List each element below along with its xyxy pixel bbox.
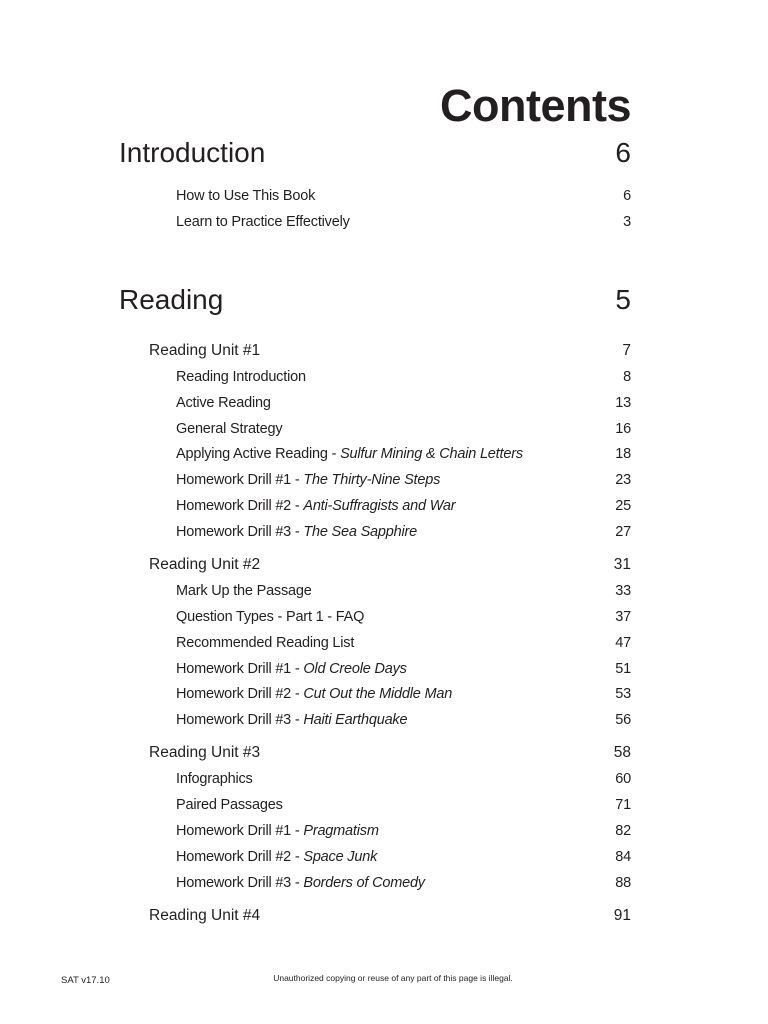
toc-item[interactable]: [176, 847, 631, 867]
toc-item-label: Infographics: [176, 771, 253, 787]
toc-item-title-italic: Old Creole Days: [303, 661, 407, 677]
toc-item-label: Mark Up the Passage: [176, 583, 312, 599]
toc-unit-title: Reading Unit #1: [149, 342, 261, 359]
toc-unit-page: 91: [613, 907, 631, 924]
toc-item-page: 60: [615, 771, 631, 787]
toc-item-page: 13: [615, 395, 631, 411]
toc-unit-title: Reading Unit #4: [149, 907, 261, 924]
toc-item[interactable]: [176, 581, 631, 601]
toc-item[interactable]: [176, 212, 631, 232]
toc-unit-page: 58: [613, 744, 631, 761]
toc-item-label: Homework Drill #1 -: [176, 472, 304, 488]
toc-unit[interactable]: [149, 341, 631, 361]
toc-item-title-italic: The Sea Sapphire: [303, 524, 418, 540]
toc-item[interactable]: [176, 684, 631, 704]
toc-item[interactable]: [176, 795, 631, 815]
toc-item-label: Paired Passages: [176, 797, 283, 813]
toc-item[interactable]: [176, 419, 631, 439]
toc-unit-page: 31: [613, 556, 631, 573]
toc-item-page: 53: [615, 686, 631, 702]
toc-item[interactable]: [176, 496, 631, 516]
toc-item-title-italic: Space Junk: [303, 849, 378, 865]
toc-item[interactable]: [176, 821, 631, 841]
toc-item-label: Homework Drill #3 -: [176, 875, 304, 891]
toc-item-title-italic: Cut Out the Middle Man: [303, 686, 453, 702]
toc-item-title-italic: Haiti Earthquake: [303, 712, 408, 728]
toc-section-introduction[interactable]: [119, 136, 631, 170]
toc-item-title-italic: The Thirty-Nine Steps: [303, 472, 441, 488]
toc-item-label: Homework Drill #1 -: [176, 661, 304, 677]
toc-item[interactable]: [176, 522, 631, 542]
toc-item-page: 6: [623, 188, 631, 204]
toc-item-title-italic: Borders of Comedy: [303, 875, 425, 891]
toc-item-page: 84: [615, 849, 631, 865]
toc-item[interactable]: [176, 367, 631, 387]
toc-item-page: 51: [615, 661, 631, 677]
toc-item-page: 3: [623, 214, 631, 230]
toc-unit-title: Reading Unit #3: [149, 744, 261, 761]
toc-section-reading[interactable]: [119, 283, 631, 317]
footer-version: SAT v17.10: [61, 975, 110, 986]
toc-unit[interactable]: [149, 743, 631, 763]
toc-unit[interactable]: [149, 555, 631, 575]
toc-unit-title: Reading Unit #2: [149, 556, 261, 573]
page-title: Contents: [440, 80, 631, 131]
toc-item[interactable]: [176, 607, 631, 627]
toc-item-title-italic: Sulfur Mining & Chain Letters: [340, 446, 523, 462]
toc-item-label: Homework Drill #2 -: [176, 686, 304, 702]
toc-item-label: Homework Drill #3 -: [176, 524, 304, 540]
toc-item-label: Homework Drill #2 -: [176, 498, 304, 514]
toc-item-label: General Strategy: [176, 421, 283, 437]
toc-item-page: 27: [615, 524, 631, 540]
toc-item[interactable]: [176, 769, 631, 789]
toc-item-label: Learn to Practice Effectively: [176, 214, 350, 230]
toc-item[interactable]: [176, 186, 631, 206]
toc-section-title: Introduction: [119, 137, 266, 168]
toc-item-label: Active Reading: [176, 395, 271, 411]
toc-item-page: 8: [623, 369, 631, 385]
toc-item-label: Applying Active Reading -: [176, 446, 341, 462]
toc-item[interactable]: [176, 873, 631, 893]
toc-item-label: Homework Drill #3 -: [176, 712, 304, 728]
toc-section-page: 5: [615, 284, 631, 315]
toc-item-page: 33: [615, 583, 631, 599]
toc-item[interactable]: [176, 393, 631, 413]
toc-item-label: Homework Drill #2 -: [176, 849, 304, 865]
toc-item-page: 71: [615, 797, 631, 813]
toc-section-page: 6: [615, 137, 631, 168]
toc-item[interactable]: [176, 470, 631, 490]
toc-item-page: 25: [615, 498, 631, 514]
toc-unit-page: 7: [622, 342, 631, 359]
toc-item-label: Reading Introduction: [176, 369, 306, 385]
toc-item-label: Homework Drill #1 -: [176, 823, 304, 839]
toc-item-label: Recommended Reading List: [176, 635, 355, 651]
toc-item-title-italic: Pragmatism: [303, 823, 379, 839]
toc-item[interactable]: [176, 633, 631, 653]
toc-item-page: 47: [615, 635, 631, 651]
toc-item-page: 16: [615, 421, 631, 437]
toc-item[interactable]: [176, 444, 631, 464]
toc-item-page: 56: [615, 712, 631, 728]
toc-item[interactable]: [176, 710, 631, 730]
toc-item-label: How to Use This Book: [176, 188, 316, 204]
toc-item-page: 18: [615, 446, 631, 462]
toc-item-page: 88: [615, 875, 631, 891]
toc-section-title: Reading: [119, 284, 224, 315]
toc-unit[interactable]: [149, 906, 631, 926]
toc-item-label: Question Types - Part 1 - FAQ: [176, 609, 365, 625]
toc-item-page: 82: [615, 823, 631, 839]
toc-item-page: 37: [615, 609, 631, 625]
toc-item-page: 23: [615, 472, 631, 488]
footer-notice: Unauthorized copying or reuse of any part of this page is illegal.: [273, 973, 513, 983]
toc-item-title-italic: Anti-Suffragists and War: [303, 498, 456, 514]
toc-item[interactable]: [176, 659, 631, 679]
